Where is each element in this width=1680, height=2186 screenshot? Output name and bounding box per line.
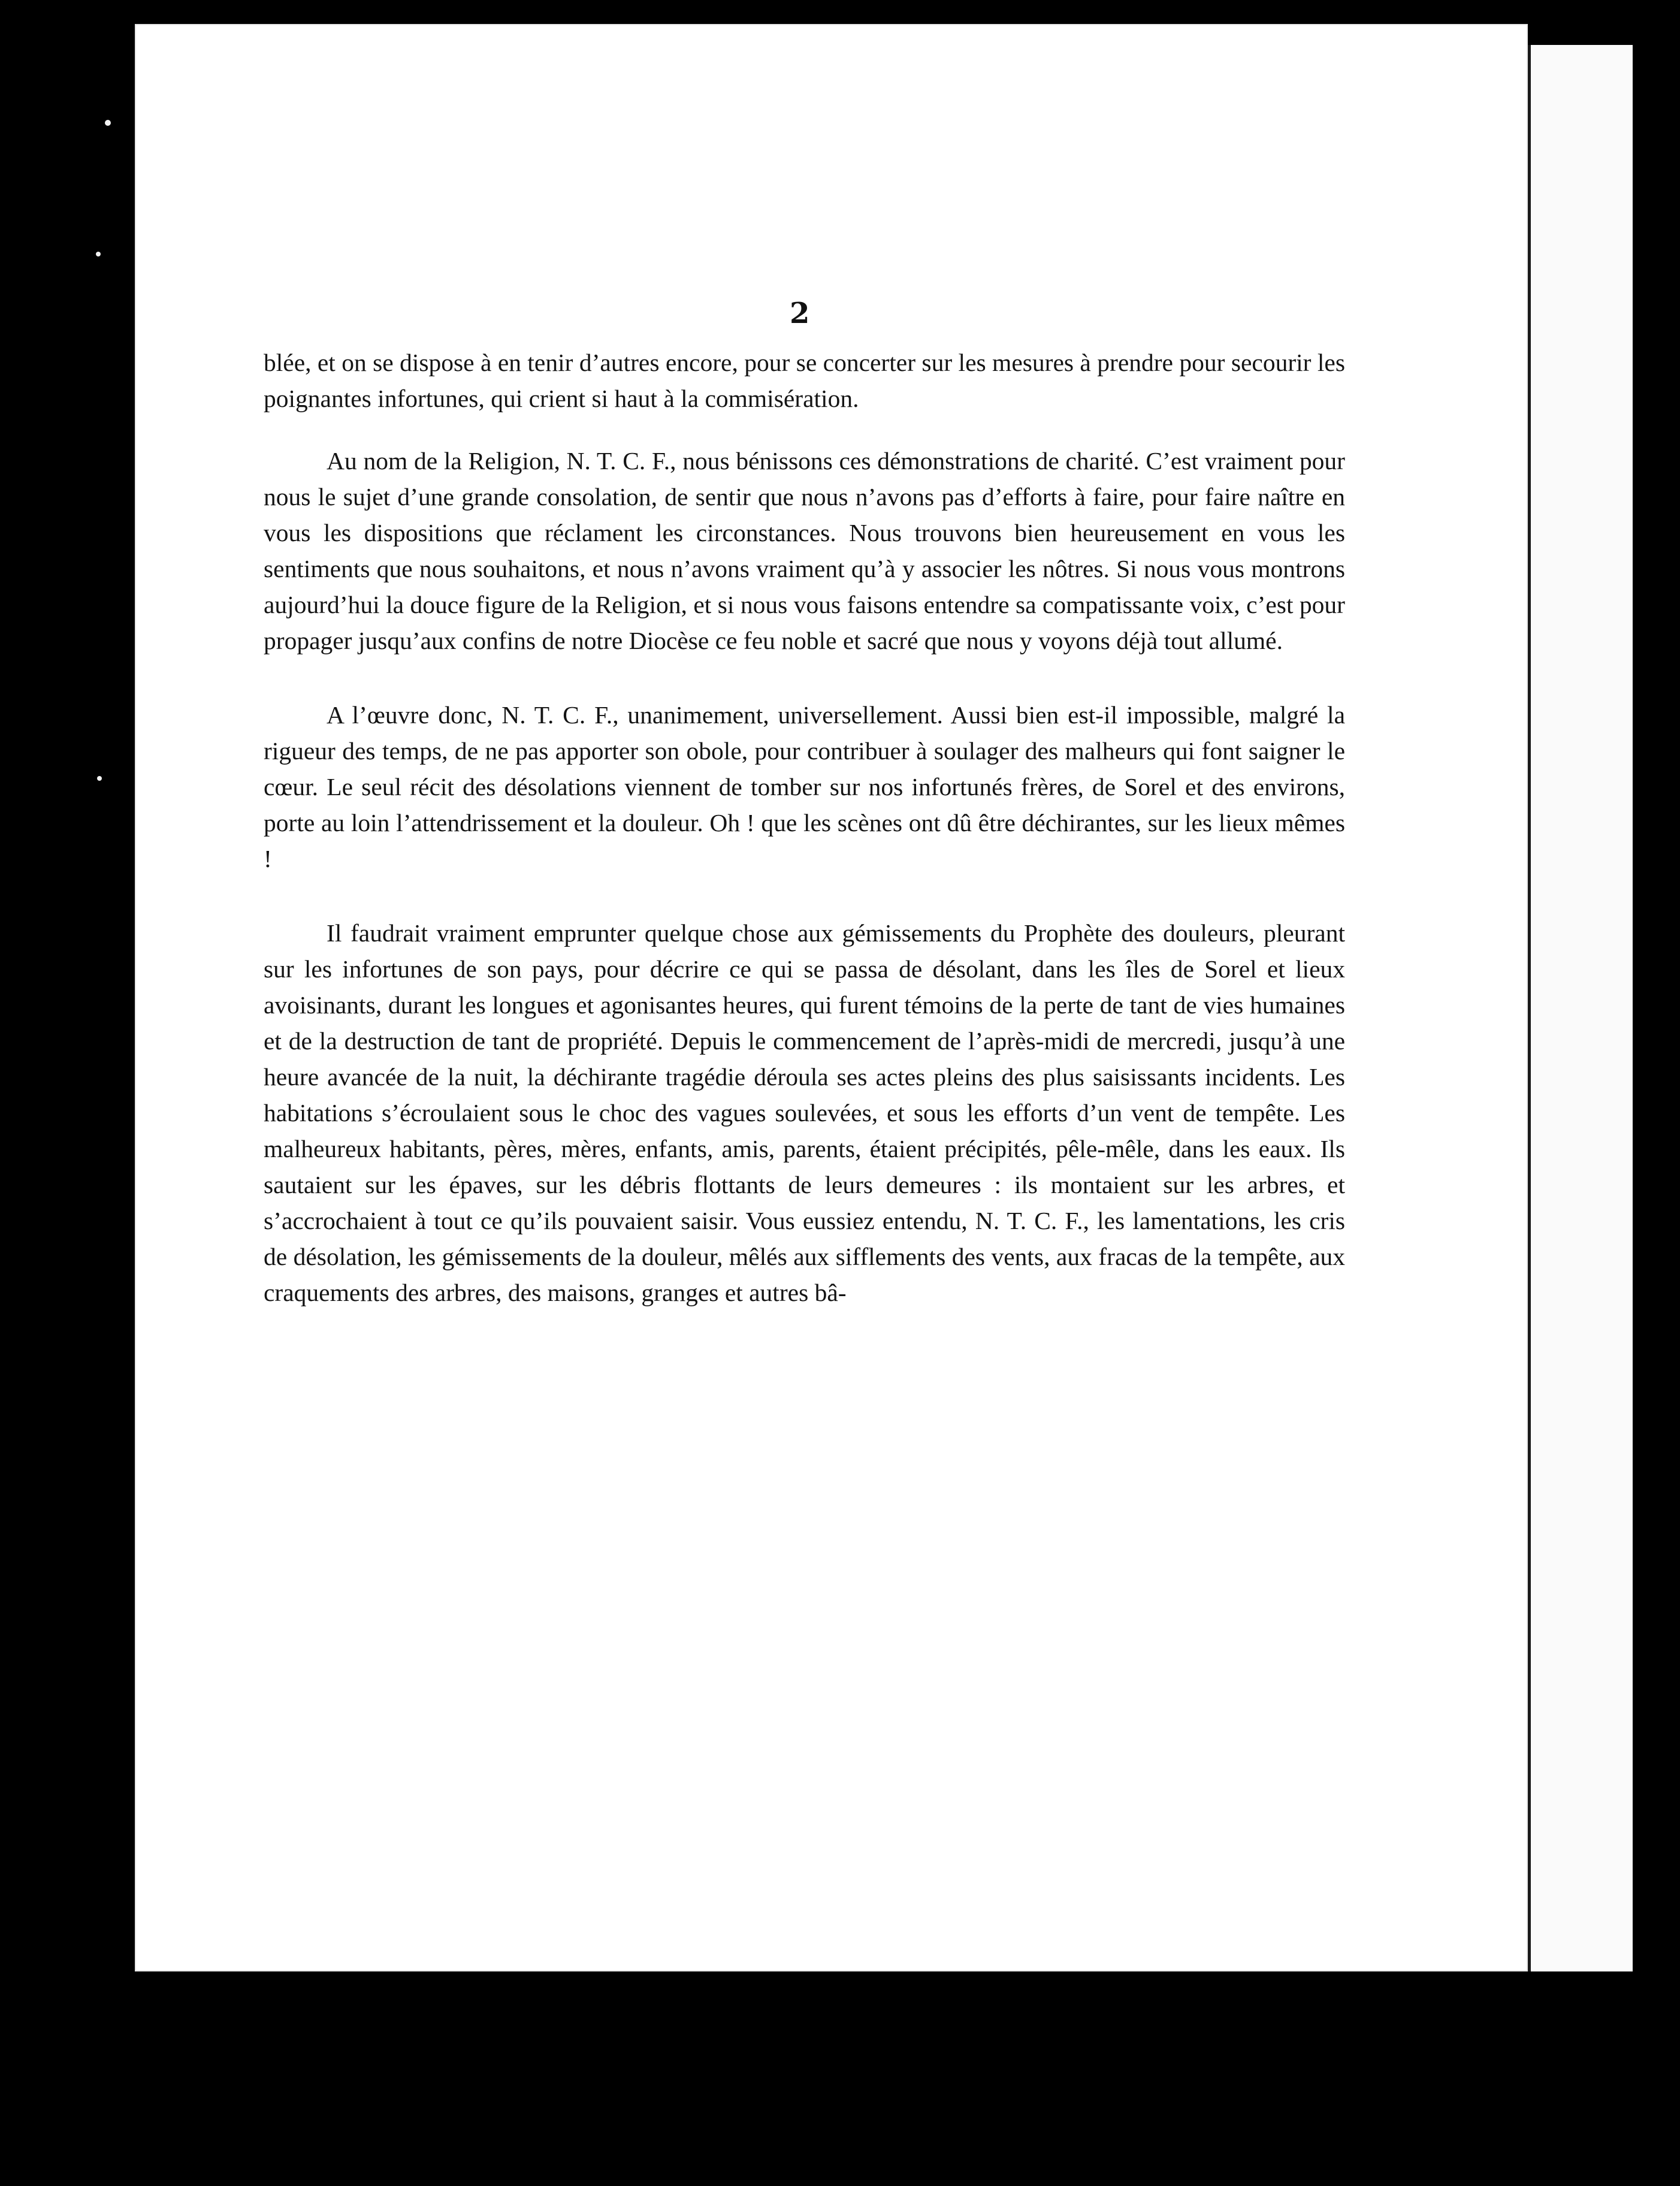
paragraph-tragedy: Il faudrait vraiment emprunter quelque chose aux gémissements du Prophète des douleurs, pleurant sur les infortunes de son pays, pour décrire ce qui se passa de désolant, dans les îles de Sorel et lieux avoisinants, durant les longues et agonisantes heures, qui furent témoins de la perte de tant de vies humaines et de la destruction de tant de propriété. Depuis le commencement de l’après-midi de mercredi, jusqu’à une heure avancée de la nuit, la déchirante tragédie déroula ses actes pleins des plus saisissants incidents. Les habitations s’écroulaient sous le choc des vagues soulevées, et sous les efforts d’un vent de tempête. Les malheureux habitants, pères, mères, enfants, amis, parents, étaient précipités, pêle-mêle, dans les eaux. Ils sautaient sur les épaves, sur les débris flottants de leurs demeures : ils montaient sur les arbres, et s’accrochaient à tout ce qu’ils pouvaient saisir. Vous eussiez entendu, N. T. C. F., les lamentations, les cris de désolation, les gémissements de la douleur, mêlés aux sifflements des vents, aux fracas de la tempête, aux craquements des arbres, des maisons, granges et autres bâ- (264, 919, 1345, 1306)
paragraph-continuation: blée, et on se dispose à en tenir d’autres encore, pour se concerter sur les mesures à prendre pour secourir les poignantes infortunes, qui crient si haut à la commisération. (264, 349, 1345, 412)
body-text (264, 345, 1345, 1311)
margin-speck (105, 120, 111, 126)
margin-speck (96, 252, 101, 256)
margin-speck (97, 776, 102, 781)
page-number: 2 (790, 297, 810, 330)
paragraph-religion: Au nom de la Religion, N. T. C. F., nous bénissons ces démonstrations de charité. C’est vraiment pour nous le sujet d’une grande consolation, de sentir que nous n’avons pas d’efforts à faire, pour faire naître en vous les dispositions que réclament les circonstances. Nous trouvons bien heureusement en vous les sentiments que nous souhaitons, et nous n’avons vraiment qu’à y associer les nôtres. Si nous vous montrons aujourd’hui la douce figure de la Religion, et si nous vous faisons entendre sa compatissante voix, c’est pour propager jusqu’aux confins de notre Diocèse ce feu noble et sacré que nous y voyons déjà tout allumé. (264, 447, 1345, 654)
paragraph-oeuvre: A l’œuvre donc, N. T. C. F., unanimement, universellement. Aussi bien est-il impossible, malgré la rigueur des temps, de ne pas apporter son obole, pour contribuer à soulager des malheurs qui font saigner le cœur. Le seul récit des désolations viennent de tomber sur nos infortunés frères, de Sorel et des environs, porte au loin l’attendrissement et la douleur. Oh ! que les scènes ont dû être déchirantes, sur les lieux mêmes ! (264, 701, 1345, 872)
adjacent-page-edge (1528, 45, 1633, 1971)
